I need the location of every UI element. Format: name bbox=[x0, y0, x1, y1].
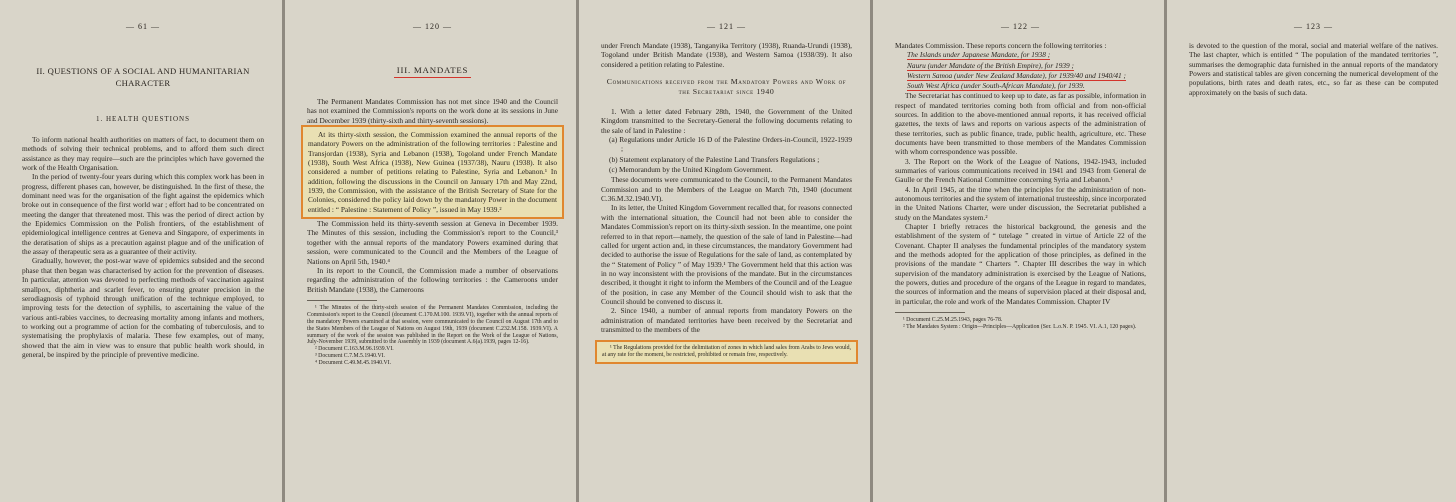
paragraph: In its report to the Council, the Commission made a number of observations regarding the administration of the following territories : the Cameroons under British Mandate (1938), the Cameroons bbox=[307, 265, 558, 294]
footnote: ¹ The Minutes of the thirty-sixth session of the Permanent Mandates Commission, including the Commission's report to the Council (document C.170.M.100. 1939.VI), together with the annual reports of the mandatory Powers examined at that session, were communicated to the Council on August 17th and to the States Members of the League of Nations on August 19th, 1939 (document C.232.M.158. 1939.VI). A summary of the work of the session was published in the Report on the Work of the League of Nations, July-November 1939, submitted to the Assembly in 1939 (document A.6(a).1939, pages 12-16). bbox=[307, 304, 558, 346]
footnote: ¹ The Regulations provided for the delimitation of zones in which land sales from Arabs to Jews would, at any rate for the moment, be restricted, prohibited or remain free, respectively. bbox=[602, 345, 851, 359]
footnote: ² The Mandates System : Origin—Principles—Application (Ser. L.o.N. P. 1945. VI. A.1, 120 pages). bbox=[903, 323, 1137, 330]
paragraph: Gradually, however, the post-war wave of epidemics subsided and the second phase that then began was characterised by action for the prevention of diseases. In particular, attention was devoted to perfecting methods of vaccination against smallpox, diphtheria and scarlet fever, to ensuring greater precision in the serodiagnosis of typhoid through unification of the technique employed, to improving tests for the detection of syphilis, to ascertaining the value of the various anti-rabies vaccines, to decreasing mortality among infants and mothers, to working out a programme of action for the combating of tuberculosis, and to systematising the prophylaxis of malaria. These few examples, out of many, showed that the aim in view was to ensure that public health work should, in general, be inspired by the principle of preventive medicine. bbox=[22, 256, 264, 359]
paragraph: To inform national health authorities on matters of fact, to document them on methods of solving their technical problems, and to afford them such direct assistance as they may require—such are the principles which have governed the work of the Health Organisation. bbox=[22, 135, 264, 173]
territory-item bbox=[895, 50, 1146, 60]
territory-item bbox=[895, 71, 1146, 81]
page-61 bbox=[0, 0, 282, 502]
page-number: — 123 — bbox=[1294, 22, 1333, 31]
page-number: — 120 — bbox=[413, 22, 452, 31]
paragraph: At its thirty-sixth session, the Commission examined the annual reports of the mandatory Powers on the administration of the following territories : Palestine and Transjordan (1938), Syria and Lebanon (1938), Togoland under French Mandate (1938), South West Africa (1938), New Guinea (1937/38), Nauru (1938). It also considered a number of petitions relating to Palestine, Syria and Lebanon.¹ In addition, following the discussions in the Council on January 17th and May 22nd, 1939, the Commission, with the assistance of the British Secretary of State for the Colonies, considered the policy laid down by the mandatory Power in the document entitled : “ Palestine : Statement of Policy ”, issued in May 1939.² bbox=[308, 130, 557, 214]
territory-name: Western Samoa (under New Zealand Mandate), for 1939/40 and 1940/41 ; bbox=[907, 70, 1127, 80]
highlighted-passage bbox=[301, 125, 564, 219]
page-number: — 61 — bbox=[126, 22, 160, 31]
territory-item bbox=[895, 81, 1146, 91]
paragraph: In its letter, the United Kingdom Government recalled that, for reasons connected with the international situation, the Council had not been able to consider the Mandates Commission's report on its thirty-sixth session. In the meantime, one point referred to in that report—namely, the question of the sale of land in Palestine—had called for urgent action and, in these circumstances, the mandatory Government had decided to authorise the issue of Regulations for the sale of land, as contemplated by the “ Statement of Policy ” of May 1939.¹ The Government held that this action was in no way inconsistent with the provisions of the mandate. But in the circumstances described, it thought it right to inform the Members of the Council and of the League of the position, in case any Member of the Council should wish to ask that the Council should be convened to discuss it. bbox=[601, 203, 852, 306]
highlighted-footnote bbox=[595, 340, 858, 364]
footnote: ² Document C.163.M.96.1939.VI. bbox=[315, 346, 394, 353]
page-122 bbox=[873, 0, 1164, 502]
mandates-heading-text: III. MANDATES bbox=[394, 65, 471, 78]
chapter-heading: II. QUESTIONS OF A SOCIAL AND HUMANITARIAN CHARACTER bbox=[36, 66, 250, 88]
footnote: ³ Document C.7.M.5.1940.VI. bbox=[315, 353, 386, 360]
paragraph: 1. With a letter dated February 28th, 1940, the Government of the United Kingdom transmitted to the Secretary-General the following documents relating to the sale of land in Palestine : bbox=[601, 107, 852, 135]
territory-item bbox=[895, 61, 1146, 71]
paragraph: In the period of twenty-four years during which this complex work has been in progress, different phases can, however, be distinguished. In the first of these, the dominant need was for the organisation of the fight against the epidemics which broke out in consequence of the first world war ; effort had to be concentrated on meeting the danger that threatened most. This was the period of direct action by the Epidemics Commission on the Polish frontiers, of the establishment of epidemiological intelligence centres at Geneva and Singapore, of experiments in the deratisation of ships as a precaution against plague and of the unification of the assay of therapeutic sera as a guarantee of their activity. bbox=[22, 172, 264, 257]
territory-name: The Islands under Japanese Mandate, for 1938 ; bbox=[907, 50, 1051, 60]
section-heading: 1. HEALTH QUESTIONS bbox=[96, 115, 190, 123]
territory-name: South West Africa (under South-African Mandate), for 1939. bbox=[907, 80, 1085, 90]
page-121 bbox=[579, 0, 870, 502]
footnote-rule bbox=[895, 312, 965, 313]
footnote: ¹ Document C.25.M.25.1943, pages 76-78. bbox=[903, 317, 1003, 324]
chapter-heading bbox=[307, 65, 558, 75]
paragraph: is devoted to the question of the moral, social and material welfare of the natives. The last chapter, which is entitled “ The population of the mandated territories ”, summarises the demographic data furnished in the annual reports of the mandatory Powers and statistical tables are given concerning the numerical development of the populations, birth rates and death rates, etc., so far as these can be computed approximately on the basis of such data. bbox=[1189, 41, 1438, 97]
paragraph: The Commission held its thirty-seventh session at Geneva in December 1939. The Minutes of this session, including the Commission's report to the Council,³ together with the annual reports of the mandatory Powers examined during that session, were communicated to the Council and the Members of the League of Nations on April 5th, 1940.⁴ bbox=[307, 219, 558, 266]
page-123 bbox=[1167, 0, 1456, 502]
list-item: (c) Memorandum by the United Kingdom Government. bbox=[609, 165, 773, 175]
territory-name: Nauru (under Mandate of the British Empire), for 1939 ; bbox=[907, 60, 1074, 70]
section-heading: Communications received from the Mandatory Powers and Work of the Secretariat since 1940 bbox=[606, 77, 847, 97]
paragraph: These documents were communicated to the Council, to the Permanent Mandates Commission and to the Members of the League on March 7th, 1940 (document C.36.M.32.1940.VI). bbox=[601, 175, 852, 204]
page-number: — 122 — bbox=[1001, 22, 1040, 31]
paragraph: 2. Since 1940, a number of annual reports from mandatory Powers on the administration of mandated territories have been received by the Secretariat and transmitted to the members of the bbox=[601, 306, 852, 334]
paragraph: under French Mandate (1938), Tanganyika Territory (1938), Ruanda-Urundi (1938), Togoland under British Mandate (1938), and Western Samoa (1938/39). It also considered a petition relating to Palestine. bbox=[601, 41, 852, 69]
paragraph: The Permanent Mandates Commission has not met since 1940 and the Council has not examined the Commission's reports on the work done at its sessions in June and December 1939 (thirty-sixth and thirty-seventh sessions). bbox=[307, 97, 558, 125]
footnote-rule bbox=[307, 300, 377, 301]
paragraph: 3. The Report on the Work of the League of Nations, 1942-1943, included summaries of various communications received in 1941 and 1943 from General de Gaulle or the French National Committee concerning Syria and Lebanon.¹ bbox=[895, 156, 1146, 185]
paragraph: 4. In April 1945, at the time when the principles for the administration of non-autonomous territories and the system of international trusteeship, since incorporated in the United Nations Charter, were under discussion, the Secretariat published a study on the Mandates system.² bbox=[895, 184, 1146, 222]
paragraph: Chapter I briefly retraces the historical background, the genesis and the establishment of the system of “ tutelage ” created in virtue of Article 22 of the Covenant. Chapter II analyses the fundamental principles of the mandatory system and the methods adopted for the application of those principles, as defined in the provisions of the mandate “ Charters ”. Chapter III describes the way in which supervision of the mandatory administration is exercised by the League of Nations, the powers, duties and procedure of the organs of the League in regard to mandates, the sources of information and the means of supervision placed at their disposal and, in particular, the role and work of the Mandates Commission. Chapter IV bbox=[895, 221, 1146, 306]
paragraph: Mandates Commission. These reports concern the following territories : bbox=[895, 41, 1107, 50]
paragraph: The Secretariat has continued to keep up to date, as far as possible, information in respect of mandated territories coming both from official and from non-official sources. In addition to the above-mentioned annual reports, it has received official gazettes, the texts of laws and reports on various aspects of the administration of these territories, such as public finance, trade, public health, agriculture, etc. These documents have been transmitted to those members of the Mandates Commission with whom correspondence was possible. bbox=[895, 91, 1146, 157]
page-120 bbox=[285, 0, 576, 502]
footnote: ⁴ Document C.49.M.45.1940.VI. bbox=[315, 360, 392, 367]
list-item: (a) Regulations under Article 16 D of the Palestine Orders-in-Council, 1922-1939 ; bbox=[609, 135, 852, 154]
page-number: — 121 — bbox=[707, 22, 746, 31]
list-item: (b) Statement explanatory of the Palestine Land Transfers Regulations ; bbox=[609, 154, 820, 164]
